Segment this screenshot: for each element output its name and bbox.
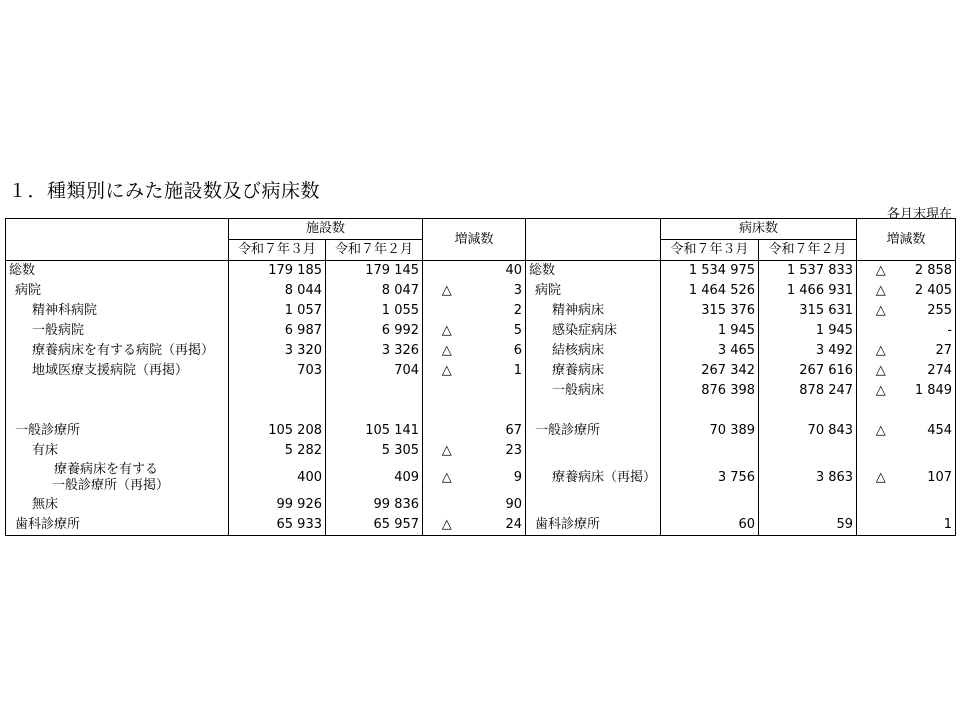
row-label: 歯科診療所	[526, 515, 661, 536]
beds-header: 病床数	[661, 219, 857, 240]
beds-february-value: 267 616	[759, 361, 857, 381]
table-row	[6, 515, 956, 536]
facilities-decrease-mark: △	[441, 323, 452, 338]
row-label	[526, 441, 661, 461]
beds-march-value: 60	[661, 515, 759, 536]
row-label-line-1: 療養病床を有する	[54, 462, 159, 477]
row-label: 総数	[6, 261, 229, 282]
beds-decrease-mark: △	[875, 383, 886, 398]
beds-decrease-mark	[857, 515, 905, 536]
facilities-february-value: 99 836	[326, 495, 423, 515]
facilities-diff-value: 1	[471, 361, 526, 381]
row-label: 精神病床	[526, 301, 661, 321]
facilities-diff-value: 3	[471, 281, 526, 301]
facilities-decrease-mark: △	[441, 343, 452, 358]
beds-diff-value	[905, 495, 956, 515]
beds-decrease-mark: △	[875, 343, 886, 358]
row-label: 無床	[6, 495, 229, 515]
beds-march-value: 876 398	[661, 381, 759, 401]
beds-march-value: 1 464 526	[661, 281, 759, 301]
beds-decrease-mark: △	[875, 423, 886, 438]
facilities-col-march: 令和７年３月	[229, 240, 326, 261]
row-label: 一般診療所	[6, 421, 229, 441]
beds-february-value: 1 945	[759, 321, 857, 341]
facilities-march-value: 1 057	[229, 301, 326, 321]
row-label: 病院	[6, 281, 229, 301]
row-label: 総数	[526, 261, 661, 282]
facilities-march-value: 99 926	[229, 495, 326, 515]
table-row	[6, 261, 956, 282]
beds-decrease-mark	[857, 321, 905, 341]
facilities-decrease-mark: △	[441, 363, 452, 378]
row-label	[6, 381, 229, 401]
beds-march-value: 1 945	[661, 321, 759, 341]
facilities-diff-header: 増減数	[423, 219, 526, 261]
facilities-decrease-mark: △	[441, 443, 452, 458]
facilities-february-value: 8 047	[326, 281, 423, 301]
beds-decrease-mark: △	[875, 470, 886, 485]
beds-decrease-mark: △	[875, 363, 886, 378]
beds-february-value: 3 492	[759, 341, 857, 361]
beds-february-value	[759, 495, 857, 515]
beds-february-value: 70 843	[759, 421, 857, 441]
beds-diff-value: -	[905, 321, 956, 341]
beds-diff-value: 2 858	[905, 261, 956, 282]
beds-col-february: 令和７年２月	[759, 240, 857, 261]
beds-decrease-mark: △	[857, 261, 905, 282]
beds-february-value: 315 631	[759, 301, 857, 321]
facilities-decrease-mark	[423, 301, 471, 321]
beds-decrease-mark	[857, 441, 905, 461]
beds-col-march: 令和７年３月	[661, 240, 759, 261]
beds-february-value: 59	[759, 515, 857, 536]
facilities-march-value: 3 320	[229, 341, 326, 361]
beds-diff-value: 274	[905, 361, 956, 381]
facilities-march-value: 65 933	[229, 515, 326, 536]
facilities-february-value: 409	[326, 461, 423, 495]
table-row	[6, 461, 956, 495]
facilities-header: 施設数	[229, 219, 423, 240]
beds-february-value: 3 863	[759, 461, 857, 495]
row-label: 病院	[526, 281, 661, 301]
beds-march-value: 267 342	[661, 361, 759, 381]
row-label: 結核病床	[526, 341, 661, 361]
beds-decrease-mark: △	[875, 283, 886, 298]
row-label: 一般病床	[526, 381, 661, 401]
row-label: 療養病床（再掲）	[526, 461, 661, 495]
facilities-decrease-mark	[423, 381, 471, 401]
beds-february-value: 1 537 833	[759, 261, 857, 282]
row-label: 地域医療支援病院（再掲）	[6, 361, 229, 381]
beds-diff-value: 255	[905, 301, 956, 321]
facilities-decrease-mark	[423, 495, 471, 515]
beds-diff-value: 1 849	[905, 381, 956, 401]
facilities-march-value: 703	[229, 361, 326, 381]
row-label-two-line	[6, 461, 229, 495]
beds-march-value: 3 756	[661, 461, 759, 495]
beds-diff-header: 増減数	[857, 219, 956, 261]
facilities-diff-value: 5	[471, 321, 526, 341]
beds-march-value: 315 376	[661, 301, 759, 321]
facilities-decrease-mark: △	[441, 470, 452, 485]
beds-diff-value: 27	[905, 341, 956, 361]
header-row-1	[6, 219, 956, 240]
beds-decrease-mark	[857, 495, 905, 515]
beds-diff-value: 2 405	[905, 281, 956, 301]
facilities-february-value: 65 957	[326, 515, 423, 536]
table-row	[6, 421, 956, 441]
facilities-diff-value: 9	[471, 461, 526, 495]
facilities-february-value: 6 992	[326, 321, 423, 341]
table-row	[6, 361, 956, 381]
facilities-march-value: 8 044	[229, 281, 326, 301]
facilities-diff-value: 23	[471, 441, 526, 461]
table-row	[6, 341, 956, 361]
right-label-header	[526, 219, 661, 261]
row-label-line-2: 一般診療所（再掲）	[52, 478, 170, 493]
facilities-decrease-mark	[423, 421, 471, 441]
beds-decrease-mark: △	[875, 303, 886, 318]
facilities-diff-value: 90	[471, 495, 526, 515]
facilities-diff-value: 2	[471, 301, 526, 321]
facilities-february-value: 105 141	[326, 421, 423, 441]
row-label: 感染症病床	[526, 321, 661, 341]
table-row	[6, 321, 956, 341]
facilities-decrease-mark: △	[441, 283, 452, 298]
row-label: 療養病床	[526, 361, 661, 381]
facilities-col-february: 令和７年２月	[326, 240, 423, 261]
beds-march-value	[661, 441, 759, 461]
row-label	[526, 495, 661, 515]
facilities-decrease-mark	[423, 261, 471, 282]
facilities-march-value: 5 282	[229, 441, 326, 461]
row-label: 歯科診療所	[6, 515, 229, 536]
facilities-february-value: 704	[326, 361, 423, 381]
facilities-february-value	[326, 381, 423, 401]
spacer-row	[6, 401, 956, 421]
facilities-february-value: 3 326	[326, 341, 423, 361]
left-label-header	[6, 219, 229, 261]
beds-march-value: 3 465	[661, 341, 759, 361]
facilities-diff-value: 67	[471, 421, 526, 441]
facilities-february-value: 179 145	[326, 261, 423, 282]
beds-diff-value: 1	[905, 515, 956, 536]
row-label: 療養病床を有する病院（再掲）	[6, 341, 229, 361]
row-label: 有床	[6, 441, 229, 461]
beds-march-value: 1 534 975	[661, 261, 759, 282]
facilities-march-value: 179 185	[229, 261, 326, 282]
facilities-diff-value: 24	[471, 515, 526, 536]
row-label: 一般診療所	[526, 421, 661, 441]
facilities-march-value: 105 208	[229, 421, 326, 441]
beds-diff-value: 107	[905, 461, 956, 495]
table-row	[6, 441, 956, 461]
beds-diff-value: 454	[905, 421, 956, 441]
facilities-march-value	[229, 381, 326, 401]
facilities-decrease-mark: △	[423, 515, 471, 536]
facilities-march-value: 6 987	[229, 321, 326, 341]
beds-february-value: 878 247	[759, 381, 857, 401]
beds-february-value	[759, 441, 857, 461]
row-label: 一般病院	[6, 321, 229, 341]
beds-february-value: 1 466 931	[759, 281, 857, 301]
row-label: 精神科病院	[6, 301, 229, 321]
facilities-diff-value: 40	[471, 261, 526, 282]
page-title: １．種類別にみた施設数及び病床数	[8, 180, 321, 202]
table-row	[6, 281, 956, 301]
facilities-february-value: 1 055	[326, 301, 423, 321]
beds-march-value	[661, 495, 759, 515]
as-of-note: 各月末現在	[886, 207, 952, 222]
beds-diff-value	[905, 441, 956, 461]
facilities-diff-value	[471, 381, 526, 401]
facilities-february-value: 5 305	[326, 441, 423, 461]
facilities-diff-value: 6	[471, 341, 526, 361]
table-row	[6, 301, 956, 321]
beds-march-value: 70 389	[661, 421, 759, 441]
facilities-beds-table	[5, 218, 956, 536]
facilities-march-value: 400	[229, 461, 326, 495]
table-row	[6, 495, 956, 515]
table-row	[6, 381, 956, 401]
